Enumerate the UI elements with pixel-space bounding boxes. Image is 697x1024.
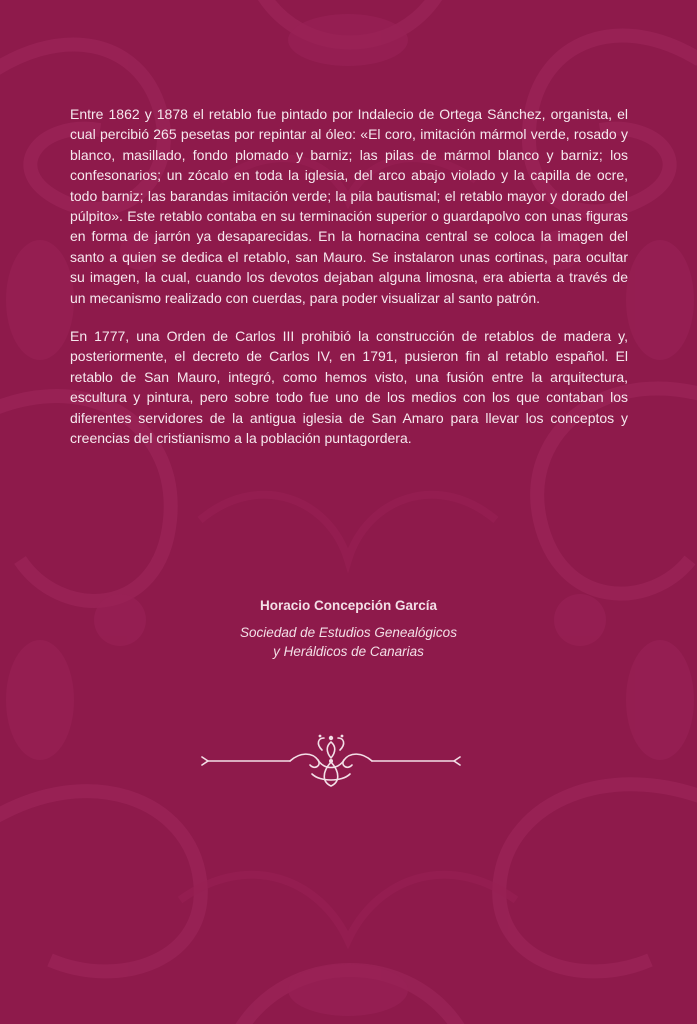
body-text bbox=[70, 104, 628, 467]
paragraph-2: En 1777, una Orden de Carlos III prohibió la construcción de retablos de madera y, posteriormente, el decreto de Carlos IV, en 1791, pusieron fin al retablo español. El retablo de San Mauro, integró, como hemos visto, una fusión entre la arquitectura, escultura y pintura, pero sobre todo fue uno de los medios con los que contaban los diferentes servidores de la antigua iglesia de San Amaro para llevar los conceptos y creencias del cristianismo a la población puntagordera. bbox=[70, 328, 628, 447]
affiliation-line-1: Sociedad de Estudios Genealógicos bbox=[240, 625, 457, 640]
ornamental-divider-icon bbox=[200, 730, 462, 792]
author-signature-block bbox=[150, 598, 547, 661]
author-name: Horacio Concepción García bbox=[259, 598, 438, 613]
affiliation-line-2: y Heráldicos de Canarias bbox=[273, 644, 424, 659]
paragraph-1: Entre 1862 y 1878 el retablo fue pintado por Indalecio de Ortega Sánchez, organista, el cual percibió 265 pesetas por repintar al óleo: «El coro, imitación mármol verde, rosado y blanco, masillado, fondo plomado y barniz; las pilas de mármol blanco y barniz; los confesonarios; un zócalo en toda la iglesia, del arco abajo violado y la capilla de ocre, todo barniz; las barandas imitación verde; la pila bautismal; el retablo mayor y dorado del púlpito». Este retablo contaba en su terminación superior o guardapolvo con unas figuras en forma de jarrón ya desaparecidas. En la hornacina central se coloca la imagen del santo a quien se dedica el retablo, san Mauro. Se instalaron unas cortinas, para ocultar su imagen, la cual, cuando los devotos dejaban alguna limosna, era abierta a través de un mecanismo realizado con cuerdas, para poder visualizar al santo patrón. bbox=[70, 106, 628, 306]
author-affiliation bbox=[150, 623, 547, 661]
